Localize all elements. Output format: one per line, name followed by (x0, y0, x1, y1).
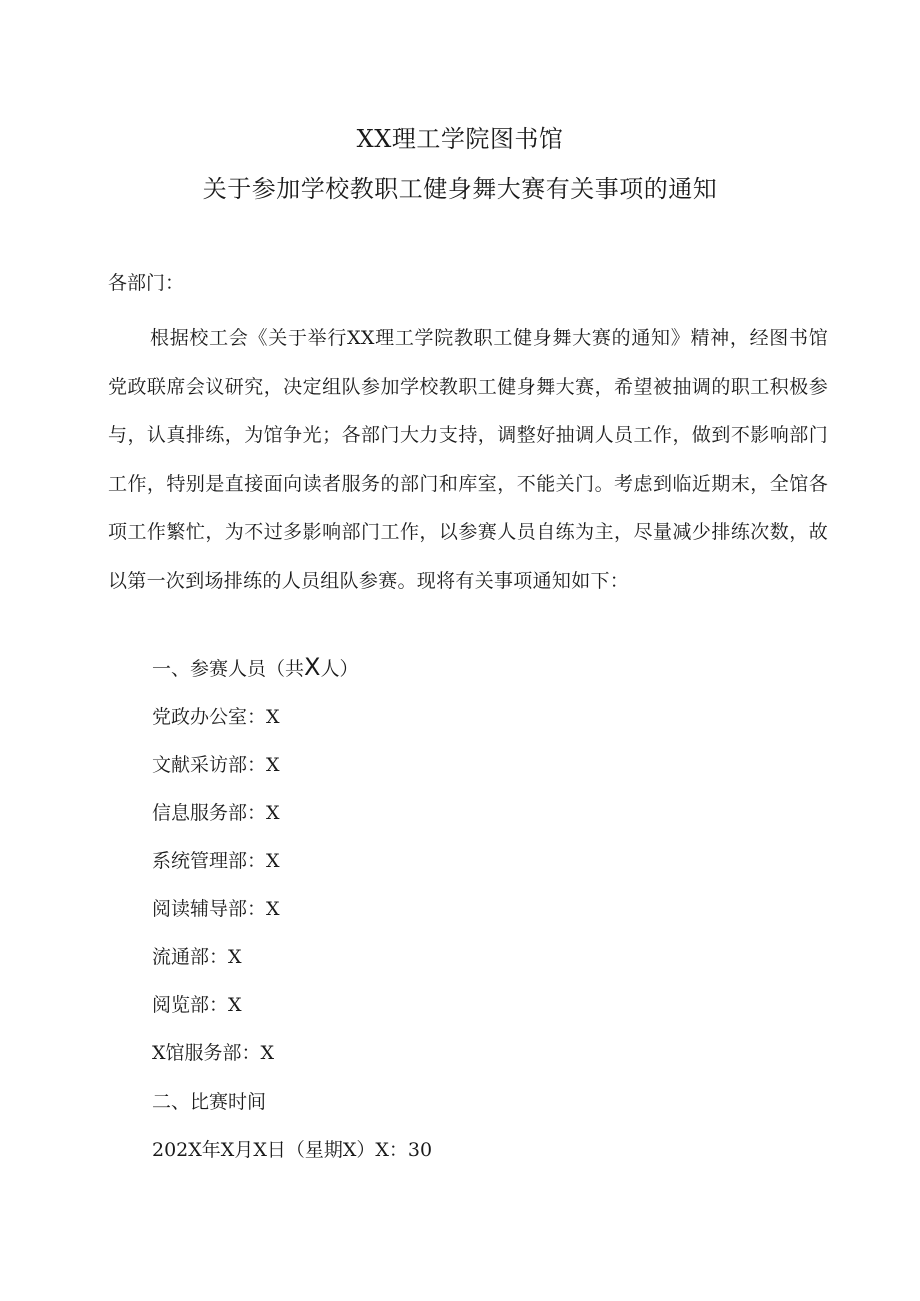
member-line: 党政办公室：X (152, 706, 280, 728)
member-line: 阅览部：X (152, 994, 242, 1016)
member-line: 文献采访部：X (152, 754, 280, 776)
member-line: 流通部：X (152, 946, 242, 968)
section-heading-time: 二、比赛时间 (152, 1091, 267, 1113)
competition-time: 202X年X月X日（星期X）X：30 (152, 1139, 433, 1161)
section-heading-prefix: 一、参赛人员（共 (152, 658, 305, 680)
member-line: 信息服务部：X (152, 802, 280, 824)
body-paragraph: 根据校工会《关于举行XX理工学院教职工健身舞大赛的通知》精神，经图书馆党政联席会议研究，决定组队参加学校教职工健身舞大赛，希望被抽调的职工积极参与，认真排练，为馆争光；各部门大力支持，调整好抽调人员工作，做到不影响部门工作，特别是直接面向读者服务的部门和库室，不能关门。考虑到临近期末，全馆各项工作繁忙，为不过多影响部门工作，以参赛人员自练为主，尽量减少排练次数，故以第一次到场排练的人员组队参赛。现将有关事项通知如下： (108, 327, 828, 592)
section-heading-participants (152, 652, 358, 684)
member-line: 系统管理部：X (152, 850, 280, 872)
document-title-org: XX理工学院图书馆 (356, 125, 564, 153)
document-title-subject: 关于参加学校教职工健身舞大赛有关事项的通知 (202, 175, 718, 203)
member-line: X馆服务部：X (152, 1042, 275, 1064)
section-heading-suffix: 人） (320, 658, 359, 680)
member-line: 阅读辅导部：X (152, 898, 280, 920)
participant-count: X (304, 653, 321, 681)
salutation: 各部门： (108, 272, 185, 294)
